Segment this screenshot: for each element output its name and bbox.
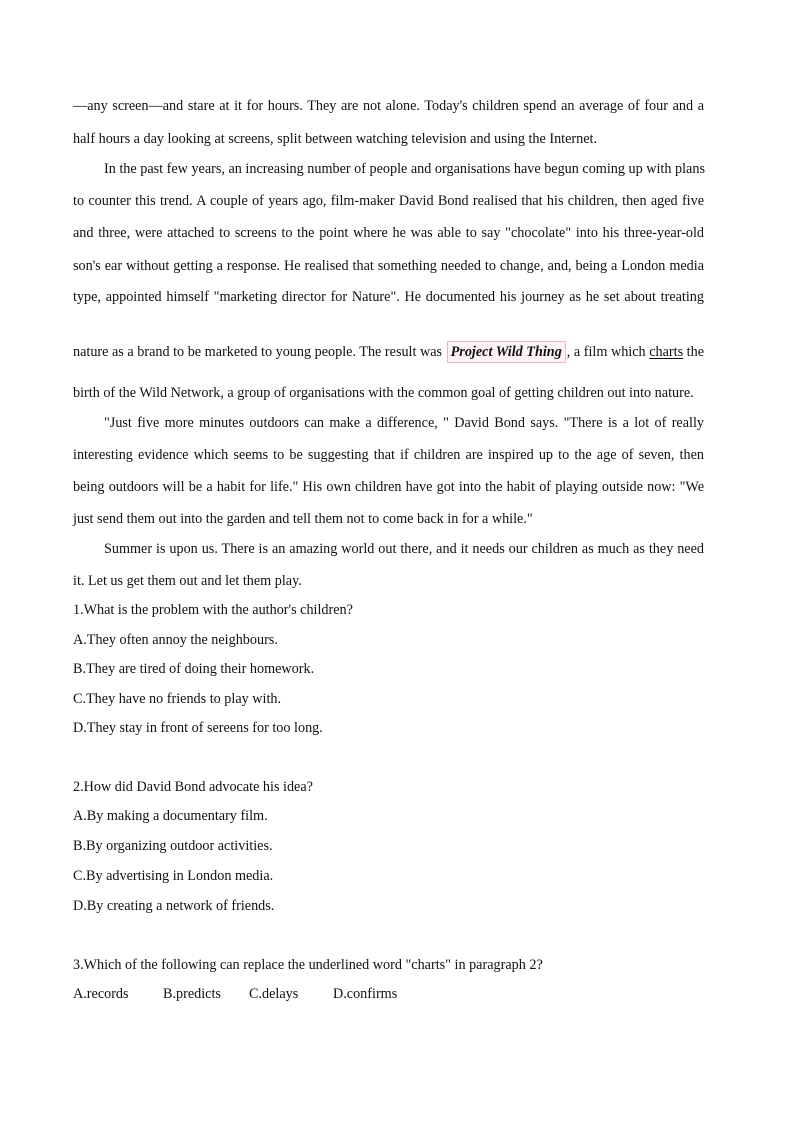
answer-option: C.By advertising in London media. [73,868,274,884]
passage-line: son's ear without getting a response. He realised that something needed to change, and, being a London media [73,258,704,274]
answer-option: B.They are tired of doing their homework. [73,661,315,677]
answer-option: A.records [73,986,129,1002]
passage-line: Summer is upon us. There is an amazing world out there, and it needs our children as much as they need [104,541,704,557]
answer-option: B.predicts [163,986,221,1002]
answer-option: D.confirms [333,986,398,1002]
question-stem: 1.What is the problem with the author's children? [73,602,353,618]
passage-line: In the past few years, an increasing number of people and organisations have begun coming up with plans [104,161,705,177]
passage-text: nature as a brand to be marketed to young people. The result was [73,344,443,360]
passage-line: "Just five more minutes outdoors can make a difference, " David Bond says. "There is a lot of really [104,415,704,431]
question-stem: 2.How did David Bond advocate his idea? [73,779,313,795]
passage-line: to counter this trend. A couple of years ago, film-maker David Bond realised that his children, then aged five [73,193,704,209]
passage-line: being outdoors will be a habit for life." His own children have got into the habit of playing outside now: "We [73,479,704,495]
passage-text: the [686,344,705,360]
passage-line: —any screen—and stare at it for hours. They are not alone. Today's children spend an average of four and a [73,98,704,114]
answer-option: B.By organizing outdoor activities. [73,838,273,854]
passage-line: interesting evidence which seems to be suggesting that if children are inspired up to the age of seven, then [73,447,704,463]
passage-line-with-highlight [73,341,704,363]
passage-line: and three, were attached to screens to the point where he was able to say "chocolate" into his three-year-old [73,225,704,241]
passage-line: type, appointed himself "marketing director for Nature". He documented his journey as he set about treating [73,289,704,305]
passage-line: it. Let us get them out and let them play. [73,573,302,589]
answer-option: D.By creating a network of friends. [73,898,275,914]
underlined-word-charts: charts [649,344,684,360]
film-title-highlight: Project Wild Thing [447,341,566,363]
passage-text: , a film which [566,344,646,360]
answer-option: C.delays [249,986,299,1002]
answer-option: C.They have no friends to play with. [73,691,282,707]
answer-option: A.They often annoy the neighbours. [73,632,278,648]
question-stem: 3.Which of the following can replace the underlined word "charts" in paragraph 2? [73,957,543,973]
answer-option: A.By making a documentary film. [73,808,268,824]
answer-option: D.They stay in front of sereens for too long. [73,720,323,736]
passage-line: birth of the Wild Network, a group of organisations with the common goal of getting children out into nature. [73,385,694,401]
passage-line: just send them out into the garden and tell them not to come back in for a while." [73,511,533,527]
passage-line: half hours a day looking at screens, split between watching television and using the Internet. [73,131,598,147]
